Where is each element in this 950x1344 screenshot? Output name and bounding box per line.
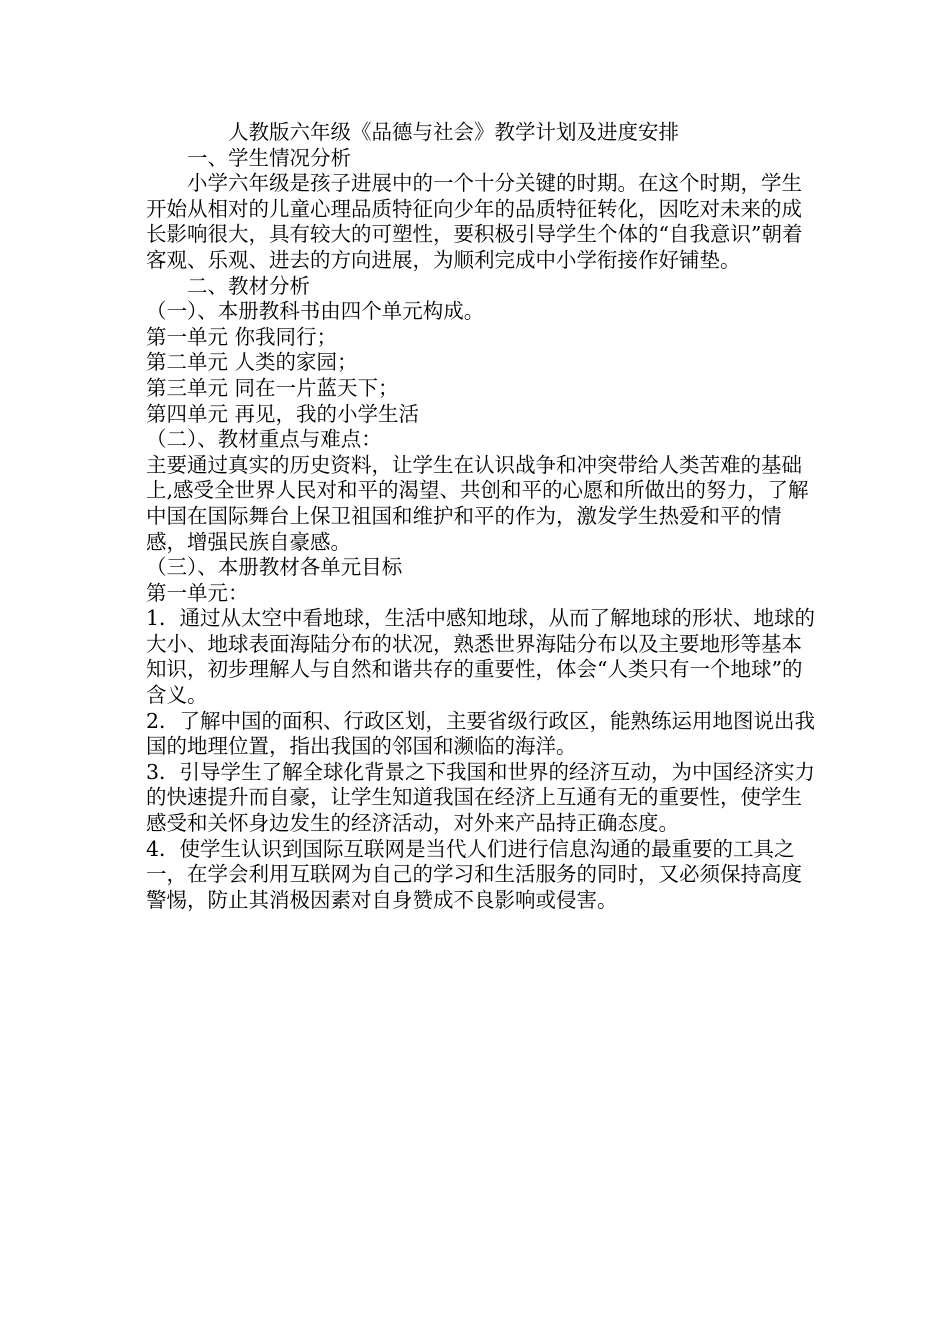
section-heading-material-analysis: 二、教材分析 [187,273,310,298]
document-title: 人教版六年级《品德与社会》教学计划及进度安排 [228,120,679,144]
document-body [146,120,816,913]
goal-item: 3．引导学生了解全球化背景之下我国和世界的经济互动，为中国经济实力的快速提升而自豪，让学生知道我国在经济上互通有无的重要性，使学生感受和关怀身边发生的经济活动，对外来产品持正确态度。 [146,759,816,836]
key-points-paragraph: 主要通过真实的历史资料，让学生在认识战争和冲突带给人类苦难的基础上,感受全世界人民对和平的渴望、共创和平的心愿和所做出的努力，了解中国在国际舞台上保卫祖国和维护和平的作为，激发学生热爱和平的情感，增强民族自豪感。 [146,452,809,554]
goal-item: 1．通过从太空中看地球，生活中感知地球，从而了解地球的形状、地球的大小、地球表面海陆分布的状况，熟悉世界海陆分布以及主要地形等基本知识，初步理解人与自然和谐共存的重要性，体会“人类只有一个地球”的含义。 [146,606,816,708]
subsection-heading-unit-goals: （三）、本册教材各单元目标 [146,555,403,580]
student-analysis-paragraph: 小学六年级是孩子进展中的一个十分关键的时期。在这个时期，学生开始从相对的儿童心理品质特征向少年的品质特征转化，因吃对未来的成长影响很大，具有较大的可塑性，要积极引导学生个体的“自我意识”朝着客观、乐观、进去的方向进展，为顺利完成中小学衔接作好铺垫。 [146,171,803,272]
subsection-heading-key-points: （二）、教材重点与难点： [146,427,382,452]
subsection-heading-units: （一）、本册教科书由四个单元构成。 [146,299,485,324]
unit-one-label: 第一单元： [146,580,249,605]
unit-line: 第四单元 再见，我的小学生活 [146,401,420,426]
goal-item: 4．使学生认识到国际互联网是当代人们进行信息沟通的最重要的工具之一，在学会利用互联网为自己的学习和生活服务的同时，又必须保持高度警惕，防止其消极因素对自身赞成不良影响或侵害。 [146,836,802,912]
section-heading-student-analysis: 一、学生情况分析 [187,145,351,170]
unit-line: 第三单元 同在一片蓝天下； [146,375,399,400]
goal-item: 2．了解中国的面积、行政区划，主要省级行政区，能熟练运用地图说出我国的地理位置，指出我国的邻国和濒临的海洋。 [146,708,816,759]
unit-line: 第一单元 你我同行； [146,324,338,349]
unit-line: 第二单元 人类的家园； [146,350,358,375]
